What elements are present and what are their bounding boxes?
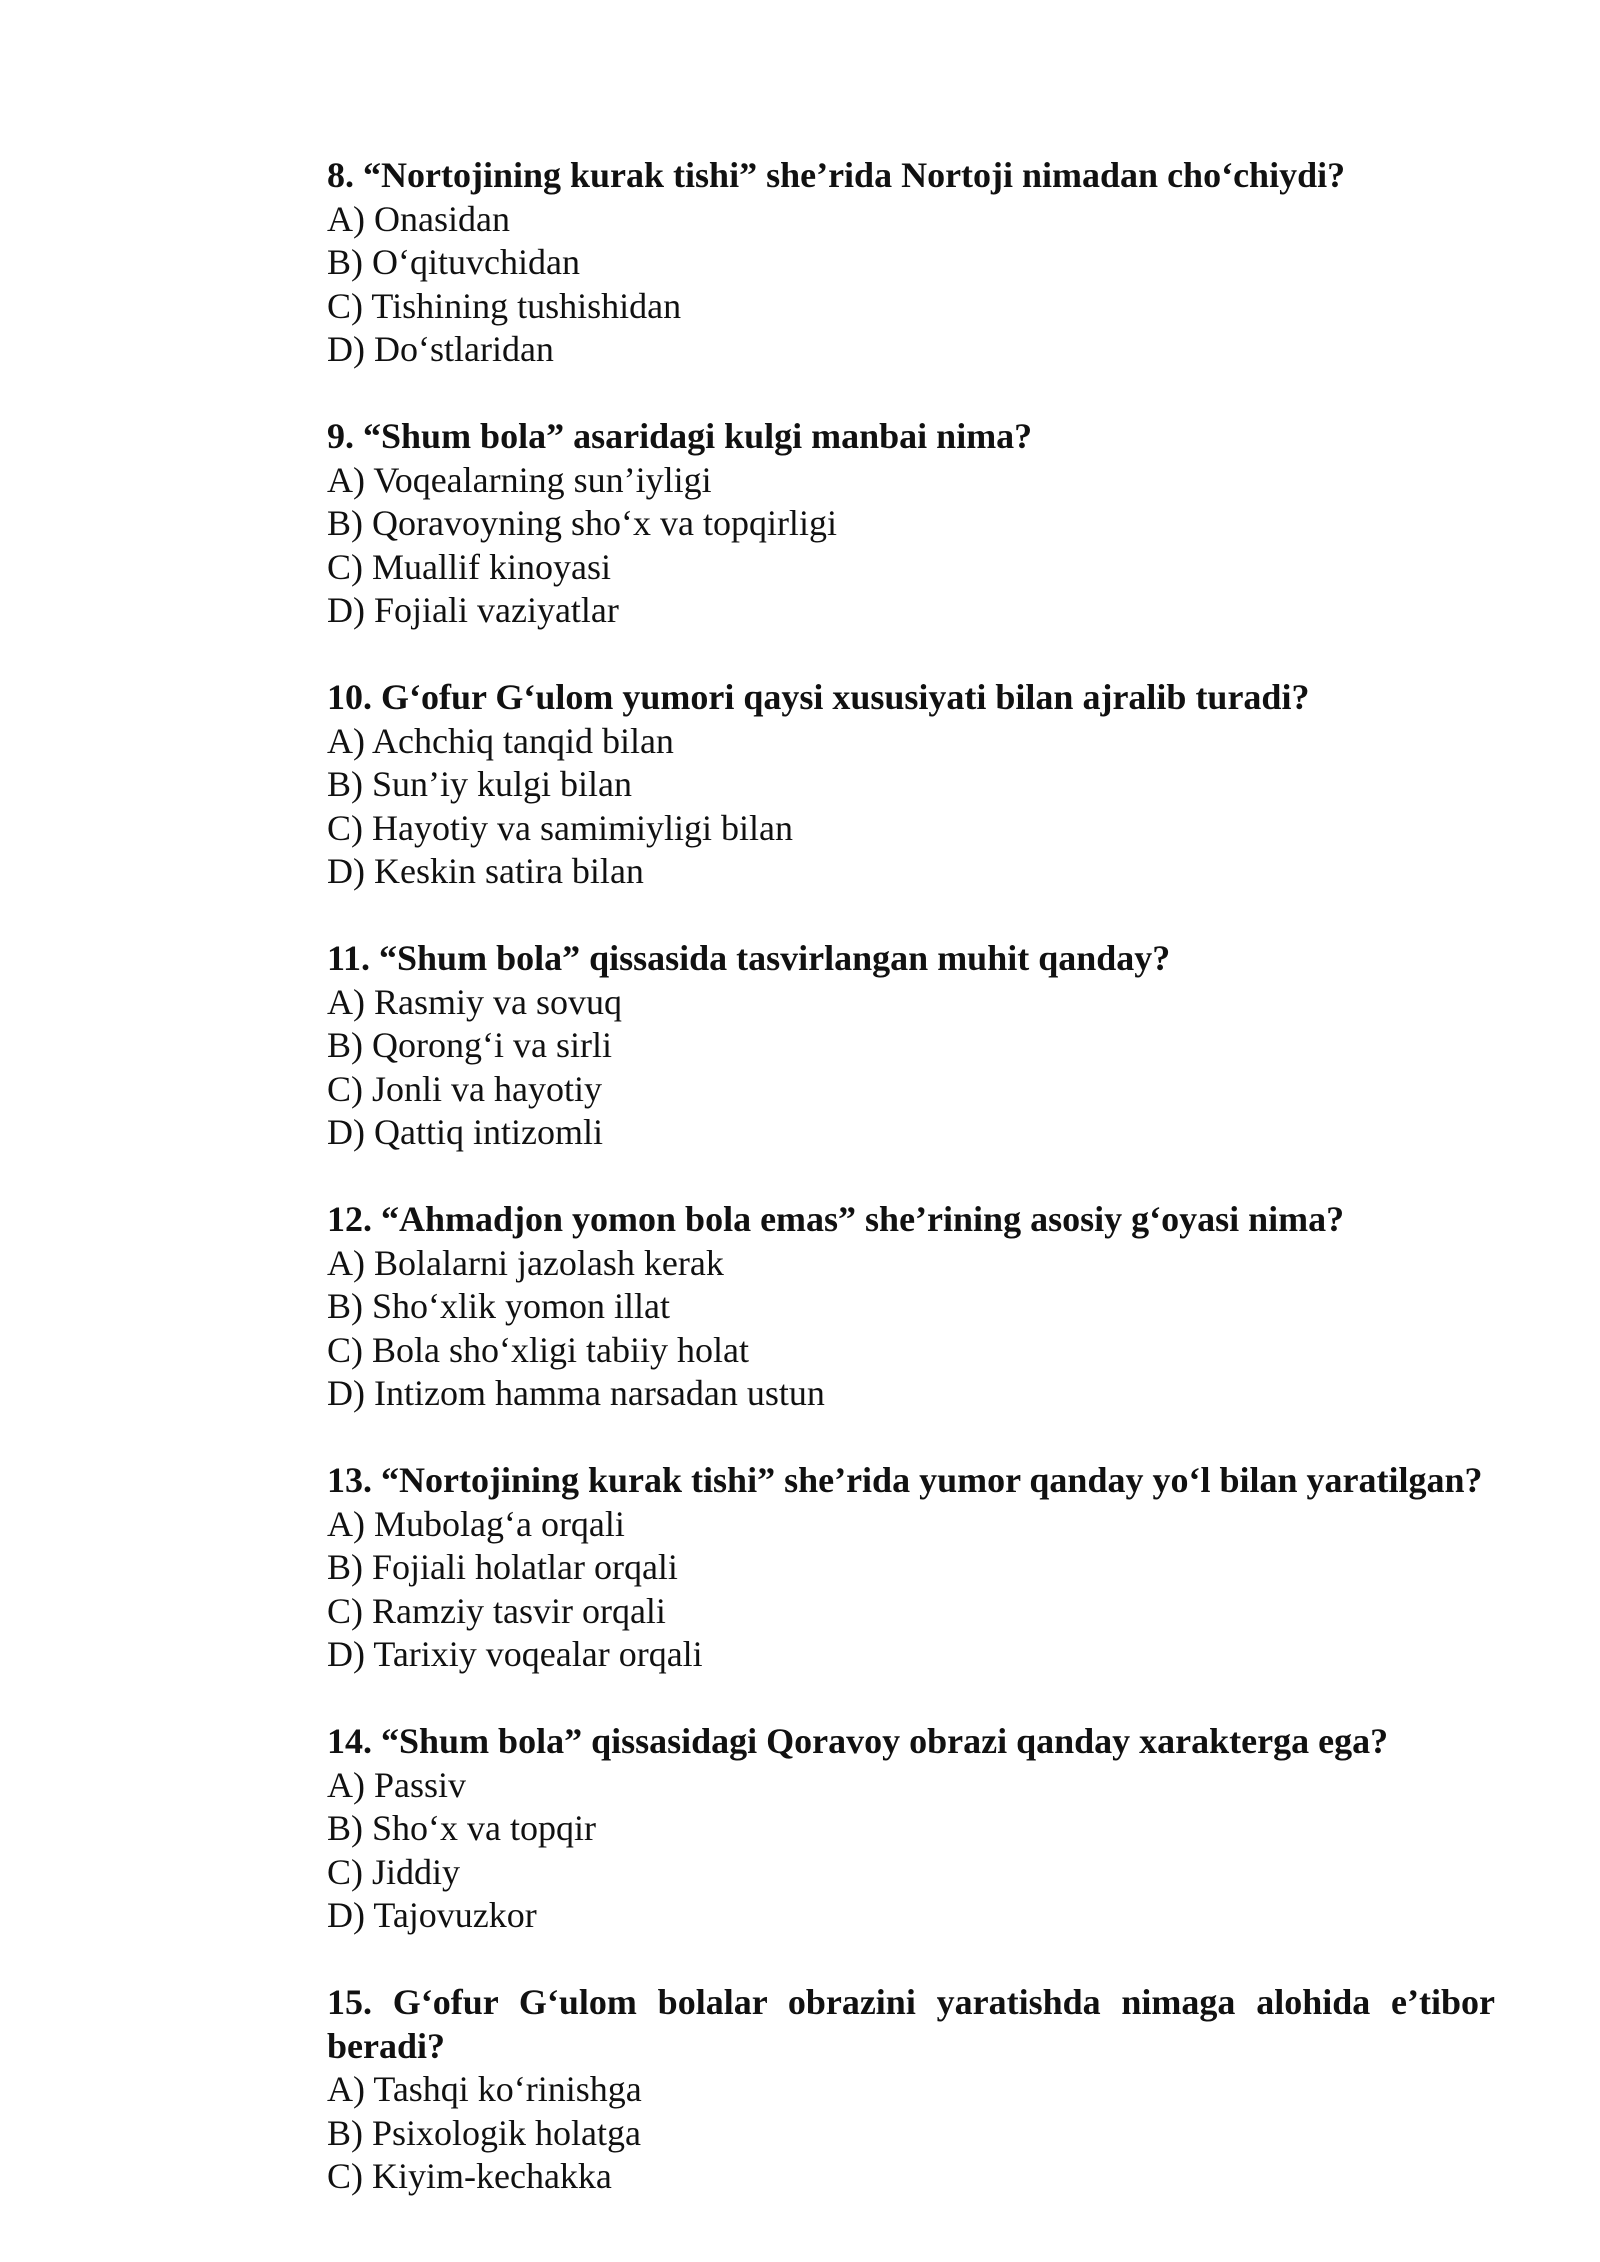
answer-options: [230, 720, 1495, 894]
option-a: A) Mubolag‘a orqali: [327, 1503, 625, 1544]
option-d: D) Do‘stlaridan: [327, 329, 554, 369]
option-c: C) Kiyim-kechakka: [327, 2156, 612, 2196]
question-title: 11. “Shum bola” qissasida tasvirlangan muhit qanday?: [327, 938, 1171, 978]
option-a: A) Rasmiy va sovuq: [327, 981, 622, 1022]
option-a: A) Passiv: [327, 1764, 467, 1805]
question-15: [230, 1981, 1495, 2199]
question-title: 12. “Ahmadjon yomon bola emas” she’rining asosiy g‘oyasi nima?: [327, 1199, 1345, 1239]
question-title: 14. “Shum bola” qissasidagi Qoravoy obrazi qanday xarakterga ega?: [327, 1721, 1389, 1761]
question-11: [230, 937, 1495, 1155]
question-13: [230, 1459, 1495, 1677]
option-d: D) Qattiq intizomli: [327, 1112, 603, 1152]
question-12: [230, 1198, 1495, 1416]
question-title: 8. “Nortojining kurak tishi” she’rida Nortoji nimadan cho‘chiydi?: [327, 155, 1346, 195]
option-a: A) Onasidan: [327, 198, 510, 239]
option-d: D) Tajovuzkor: [327, 1895, 537, 1935]
answer-options: [230, 1764, 1495, 1938]
answer-options: [230, 198, 1495, 372]
answer-options: [230, 981, 1495, 1155]
answer-options: [230, 1242, 1495, 1416]
option-c: C) Jonli va hayotiy: [327, 1068, 602, 1109]
option-c: C) Hayotiy va samimiyligi bilan: [327, 807, 793, 848]
option-b: B) Sho‘x va topqir: [327, 1808, 596, 1848]
answer-options: [230, 459, 1495, 633]
option-b: B) Fojiali holatlar orqali: [327, 1547, 678, 1587]
option-d: D) Fojiali vaziyatlar: [327, 590, 619, 630]
option-a: A) Voqealarning sun’iyligi: [327, 459, 712, 500]
question-title: 9. “Shum bola” asaridagi kulgi manbai nima?: [327, 416, 1033, 456]
option-b: B) Qorong‘i va sirli: [327, 1025, 612, 1065]
option-b: B) Sho‘xlik yomon illat: [327, 1286, 671, 1326]
option-c: C) Bola sho‘xligi tabiiy holat: [327, 1329, 749, 1370]
option-a: A) Achchiq tanqid bilan: [327, 720, 674, 761]
option-d: D) Intizom hamma narsadan ustun: [327, 1373, 825, 1413]
option-d: D) Tarixiy voqealar orqali: [327, 1634, 703, 1674]
question-title: 10. G‘ofur G‘ulom yumori qaysi xususiyati bilan ajralib turadi?: [327, 677, 1310, 717]
option-b: B) Qoravoyning sho‘x va topqirligi: [327, 503, 837, 543]
question-8: [230, 154, 1495, 372]
question-9: [230, 415, 1495, 633]
option-b: B) Psixologik holatga: [327, 2112, 641, 2153]
answer-options: [230, 1503, 1495, 1677]
option-b: B) Sun’iy kulgi bilan: [327, 764, 632, 804]
option-c: C) Muallif kinoyasi: [327, 546, 611, 587]
option-c: C) Tishining tushishidan: [327, 285, 682, 326]
answer-options: [230, 2068, 1495, 2199]
question-title: 15. G‘ofur G‘ulom bolalar obrazini yaratishda nimaga alohida e’tibor beradi?: [327, 1982, 1495, 2066]
option-c: C) Ramziy tasvir orqali: [327, 1590, 666, 1631]
document-page: [230, 154, 1495, 2242]
question-14: [230, 1720, 1495, 1938]
question-title: 13. “Nortojining kurak tishi” she’rida yumor qanday yo‘l bilan yaratilgan?: [327, 1460, 1483, 1500]
option-b: B) O‘qituvchidan: [327, 242, 580, 282]
option-a: A) Tashqi ko‘rinishga: [327, 2069, 642, 2109]
question-10: [230, 676, 1495, 894]
option-a: A) Bolalarni jazolash kerak: [327, 1242, 724, 1283]
option-d: D) Keskin satira bilan: [327, 851, 644, 891]
option-c: C) Jiddiy: [327, 1851, 461, 1892]
